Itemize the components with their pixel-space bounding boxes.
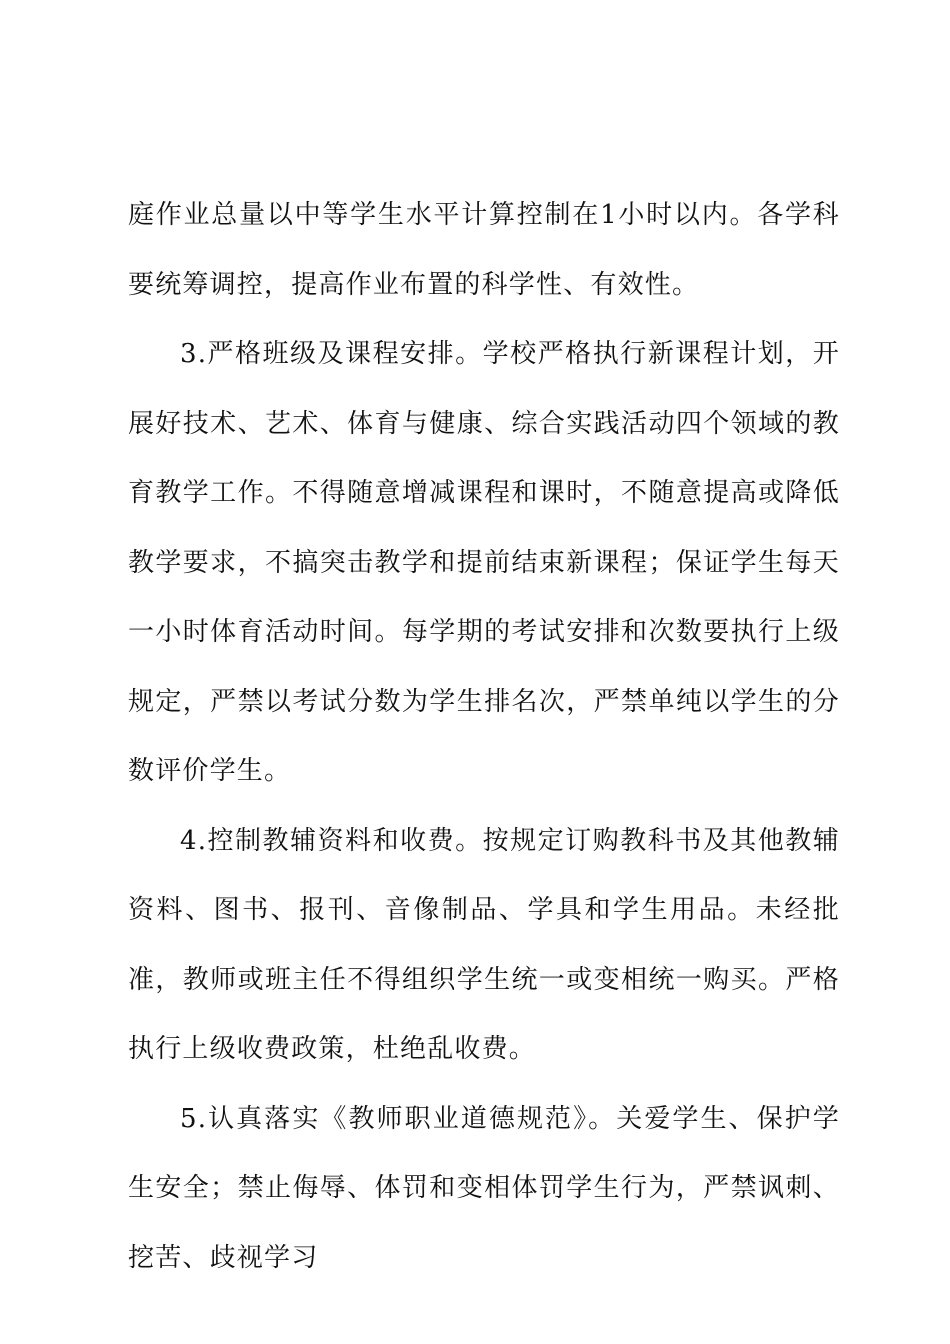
paragraph-teacher-ethics: 5.认真落实《教师职业道德规范》。关爱学生、保护学生安全；禁止侮辱、体罚和变相体罚学生行为，严禁讽刺、挖苦、歧视学习 xyxy=(128,1103,840,1273)
paragraph-homework-limit: 庭作业总量以中等学生水平计算控制在1小时以内。各学科要统筹调控，提高作业布置的科学性、有效性。 xyxy=(128,200,840,300)
document-body xyxy=(128,181,840,1293)
paragraph-class-curriculum: 3.严格班级及课程安排。学校严格执行新课程计划，开展好技术、艺术、体育与健康、综合实践活动四个领域的教育教学工作。不得随意增减课程和课时，不随意提高或降低教学要求，不搞突击教学和提前结束新课程；保证学生每天一小时体育活动时间。每学期的考试安排和次数要执行上级规定，严禁以考试分数为学生排名次，严禁单纯以学生的分数评价学生。 xyxy=(128,339,840,786)
paragraph-materials-fees: 4.控制教辅资料和收费。按规定订购教科书及其他教辅资料、图书、报刊、音像制品、学具和学生用品。未经批准，教师或班主任不得组织学生统一或变相统一购买。严格执行上级收费政策，杜绝乱收费。 xyxy=(128,825,840,1064)
